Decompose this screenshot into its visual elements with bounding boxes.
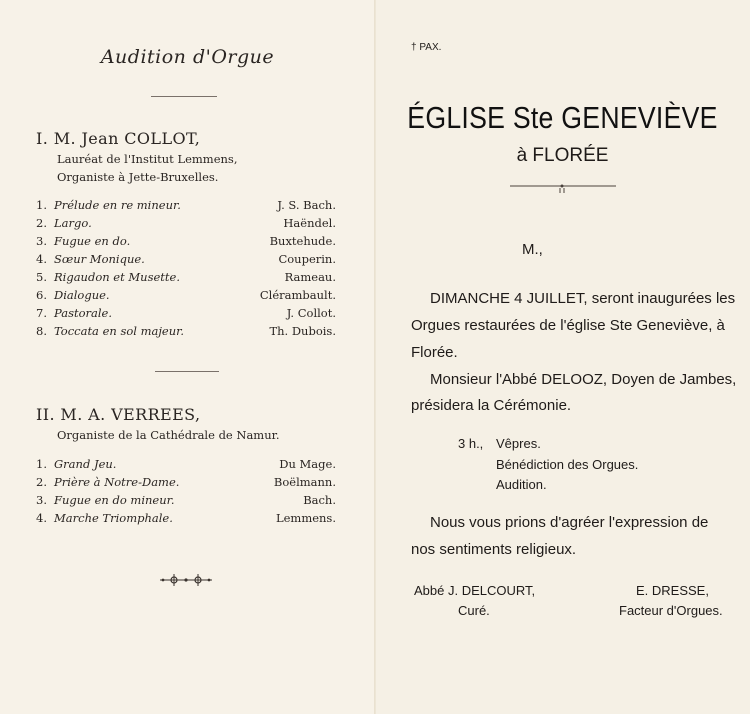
- title-divider: [151, 96, 217, 97]
- item-composer: J. S. Bach.: [277, 198, 336, 212]
- item-piece: Sœur Monique.: [54, 252, 145, 266]
- program-item: [36, 475, 336, 491]
- announcement-line-1: DIMANCHE 4 JUILLET, seront inaugurées les: [430, 290, 736, 307]
- item-number: 3.: [36, 234, 47, 248]
- divider-ornament-icon: [508, 181, 618, 195]
- item-composer: Lemmens.: [275, 511, 336, 525]
- item-composer: Boëlmann.: [273, 475, 336, 489]
- presider-line-1: Monsieur l'Abbé DELOOZ, Doyen de Jambes,: [430, 371, 737, 388]
- item-piece: Marche Triomphale.: [54, 511, 173, 525]
- item-composer: J. Collot.: [286, 306, 336, 320]
- item-piece: Largo.: [54, 216, 92, 230]
- item-piece: Pastorale.: [54, 306, 113, 320]
- program-item: [36, 216, 336, 232]
- item-number: 1.: [36, 198, 47, 212]
- item-composer: Haëndel.: [283, 216, 336, 230]
- announcement-line-3: Florée.: [411, 344, 458, 361]
- item-composer: Rameau.: [284, 270, 336, 284]
- item-number: 7.: [36, 306, 47, 320]
- item-piece: Fugue en do.: [54, 234, 131, 248]
- item-number: 1.: [36, 457, 47, 471]
- program-item: [36, 306, 336, 322]
- program-item: [36, 270, 336, 286]
- item-number: 5.: [36, 270, 47, 284]
- program-item: [36, 234, 336, 250]
- church-title: ÉGLISE Ste GENEVIÈVE: [407, 100, 718, 135]
- program-item: [36, 511, 336, 527]
- item-piece: Grand Jeu.: [54, 457, 117, 471]
- performer-2-line-1: Organiste de la Cathédrale de Namur.: [57, 428, 280, 442]
- schedule-item-audition: Audition.: [496, 477, 547, 492]
- presider-line-2: présidera la Cérémonie.: [411, 397, 572, 414]
- page-fold: [374, 0, 376, 714]
- ornament-icon: [158, 571, 214, 589]
- item-composer: Couperin.: [278, 252, 336, 266]
- church-location: à FLORÉE: [516, 145, 609, 166]
- schedule-item-benediction: Bénédiction des Orgues.: [496, 457, 639, 472]
- program-item: [36, 252, 336, 268]
- item-composer: Th. Dubois.: [269, 324, 336, 338]
- program-item: [36, 288, 336, 304]
- signature-builder-role: Facteur d'Orgues.: [619, 603, 723, 618]
- item-piece: Prélude en re mineur.: [54, 198, 181, 212]
- program-title: Audition d'Orgue: [100, 46, 275, 68]
- signature-cure-role: Curé.: [458, 603, 490, 618]
- performer-1-line-1: Lauréat de l'Institut Lemmens,: [57, 152, 238, 166]
- item-piece: Prière à Notre-Dame.: [54, 475, 180, 489]
- signature-cure-name: Abbé J. DELCOURT,: [414, 583, 536, 598]
- section-divider: [155, 371, 219, 372]
- item-number: 3.: [36, 493, 47, 507]
- item-piece: Dialogue.: [54, 288, 110, 302]
- item-composer: Du Mage.: [279, 457, 336, 471]
- schedule-time: 3 h.,: [458, 436, 484, 451]
- announcement-line-2: Orgues restaurées de l'église Ste Geneviève, à: [411, 317, 725, 334]
- item-composer: Buxtehude.: [269, 234, 336, 248]
- item-piece: Toccata en sol majeur.: [54, 324, 185, 338]
- closing-line-1: Nous vous prions d'agréer l'expression de: [430, 514, 709, 531]
- closing-line-2: nos sentiments religieux.: [411, 541, 577, 558]
- item-number: 2.: [36, 216, 47, 230]
- performer-1-heading: I. M. Jean COLLOT,: [36, 129, 201, 148]
- program-item: [36, 457, 336, 473]
- item-number: 4.: [36, 252, 47, 266]
- item-composer: Bach.: [303, 493, 336, 507]
- item-number: 4.: [36, 511, 47, 525]
- item-number: 8.: [36, 324, 47, 338]
- program-item: [36, 198, 336, 214]
- item-number: 6.: [36, 288, 47, 302]
- salutation: M.,: [522, 241, 543, 258]
- program-item: [36, 324, 336, 340]
- performer-2-heading: II. M. A. VERREES,: [36, 405, 201, 424]
- schedule-item-vepres: Vêpres.: [496, 436, 541, 451]
- pax-mark: † PAX.: [411, 42, 442, 53]
- item-piece: Rigaudon et Musette.: [54, 270, 180, 284]
- item-number: 2.: [36, 475, 47, 489]
- signature-builder-name: E. DRESSE,: [636, 583, 709, 598]
- item-piece: Fugue en do mineur.: [54, 493, 175, 507]
- performer-1-line-2: Organiste à Jette-Bruxelles.: [57, 170, 219, 184]
- program-item: [36, 493, 336, 509]
- item-composer: Clérambault.: [259, 288, 336, 302]
